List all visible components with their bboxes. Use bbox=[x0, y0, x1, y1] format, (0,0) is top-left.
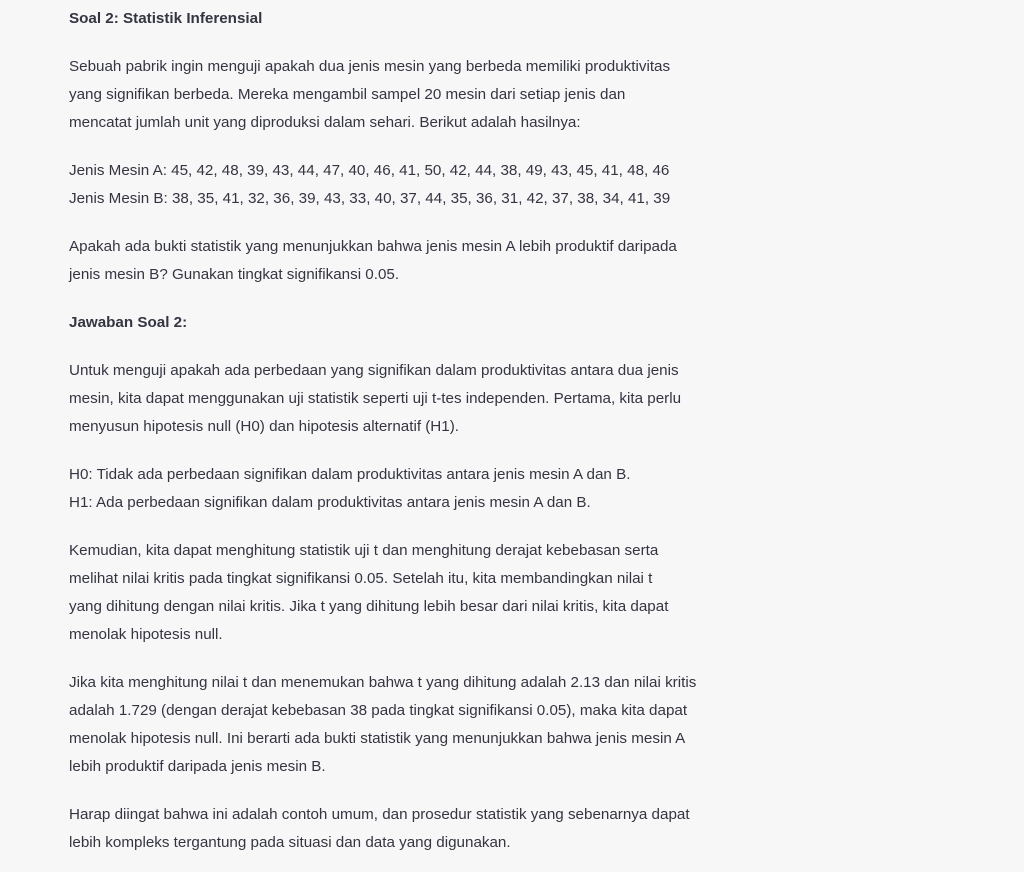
question-title: Soal 2: Statistik Inferensial bbox=[69, 10, 263, 27]
answer-paragraph-3: Jika kita menghitung nilai t dan menemukan bahwa t yang dihitung adalah 2.13 dan nilai kritis adalah 1.729 (dengan derajat kebebasan 38 pada tingkat signifikansi 0.05), maka kita dapat menolak hipotesis null. Ini berarti ada bukti statistik yang menunjukkan bahwa jenis mesin A lebih produktif daripada jenis mesin B. bbox=[69, 674, 697, 775]
answer-paragraph-1: Untuk menguji apakah ada perbedaan yang signifikan dalam produktivitas antara dua jenis mesin, kita dapat menggunakan uji statistik seperti uji t-tes independen. Pertama, kita perlu menyusun hipotesis null (H0) dan hipotesis alternatif (H1). bbox=[69, 362, 682, 435]
data-machine-b: Jenis Mesin B: 38, 35, 41, 32, 36, 39, 43, 33, 40, 37, 44, 35, 36, 31, 42, 37, 38, 34, 41, 39 bbox=[69, 190, 671, 207]
data-machine-a: Jenis Mesin A: 45, 42, 48, 39, 43, 44, 47, 40, 46, 41, 50, 42, 44, 38, 49, 43, 45, 41, 48, 46 bbox=[69, 162, 670, 179]
answer-paragraph-4: Harap diingat bahwa ini adalah contoh umum, dan prosedur statistik yang sebenarnya dapat lebih kompleks tergantung pada situasi dan data yang digunakan. bbox=[69, 806, 690, 851]
hypothesis-alternative: H1: Ada perbedaan signifikan dalam produktivitas antara jenis mesin A dan B. bbox=[69, 494, 591, 511]
assistant-message bbox=[69, 5, 749, 857]
answer-title: Jawaban Soal 2: bbox=[69, 314, 188, 331]
question-prompt: Apakah ada bukti statistik yang menunjukkan bahwa jenis mesin A lebih produktif daripada jenis mesin B? Gunakan tingkat signifikansi 0.05. bbox=[69, 238, 677, 283]
question-intro: Sebuah pabrik ingin menguji apakah dua jenis mesin yang berbeda memiliki produktivitas yang signifikan berbeda. Mereka mengambil sampel 20 mesin dari setiap jenis dan mencatat jumlah unit yang diproduksi dalam sehari. Berikut adalah hasilnya: bbox=[69, 58, 671, 131]
answer-paragraph-2: Kemudian, kita dapat menghitung statistik uji t dan menghitung derajat kebebasan serta melihat nilai kritis pada tingkat signifikansi 0.05. Setelah itu, kita membandingkan nilai t yang dihitung dengan nilai kritis. Jika t yang dihitung lebih besar dari nilai kritis, kita dapat menolak hipotesis null. bbox=[69, 542, 669, 643]
hypothesis-null: H0: Tidak ada perbedaan signifikan dalam produktivitas antara jenis mesin A dan B. bbox=[69, 466, 631, 483]
